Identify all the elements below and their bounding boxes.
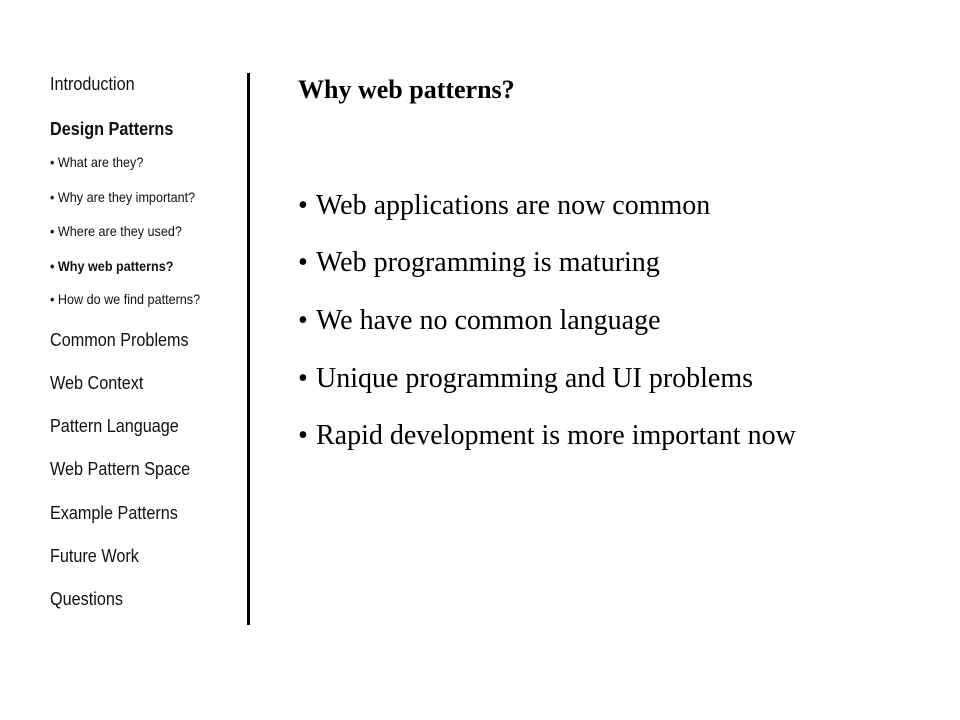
bullet-text: Unique programming and UI problems: [316, 363, 754, 394]
bullet-dot: •: [298, 190, 308, 221]
bullet-dot: •: [298, 305, 308, 336]
bullet-dot: •: [298, 420, 308, 451]
bullet-item: [298, 362, 753, 396]
bullet-text: Web programming is maturing: [316, 247, 660, 278]
bullet-text: Web applications are now common: [316, 190, 711, 221]
vertical-divider: [247, 73, 250, 625]
bullet-dot: •: [298, 363, 308, 394]
subnav-why-web-patterns[interactable]: • Why web patterns?: [50, 258, 174, 274]
nav-questions[interactable]: Questions: [50, 589, 123, 609]
nav-web-pattern-space[interactable]: Web Pattern Space: [50, 459, 191, 479]
nav-pattern-language[interactable]: Pattern Language: [50, 416, 179, 436]
subnav-what-are-they[interactable]: • What are they?: [50, 154, 144, 170]
nav-future-work[interactable]: Future Work: [50, 546, 139, 566]
bullet-text: Rapid development is more important now: [316, 420, 796, 451]
bullet-item: [298, 246, 660, 280]
bullet-item: [298, 304, 661, 338]
nav-introduction[interactable]: Introduction: [50, 74, 135, 94]
subnav-where-used[interactable]: • Where are they used?: [50, 223, 182, 239]
bullet-item: [298, 419, 796, 453]
subnav-why-important[interactable]: • Why are they important?: [50, 189, 196, 205]
nav-example-patterns[interactable]: Example Patterns: [50, 503, 178, 523]
nav-design-patterns[interactable]: Design Patterns: [50, 119, 174, 139]
nav-web-context[interactable]: Web Context: [50, 373, 144, 393]
slide-title: Why web patterns?: [298, 75, 515, 104]
bullet-item: [298, 189, 710, 223]
bullet-text: We have no common language: [316, 305, 661, 336]
bullet-dot: •: [298, 247, 308, 278]
nav-common-problems[interactable]: Common Problems: [50, 330, 189, 350]
subnav-how-find-patterns[interactable]: • How do we find patterns?: [50, 291, 201, 307]
